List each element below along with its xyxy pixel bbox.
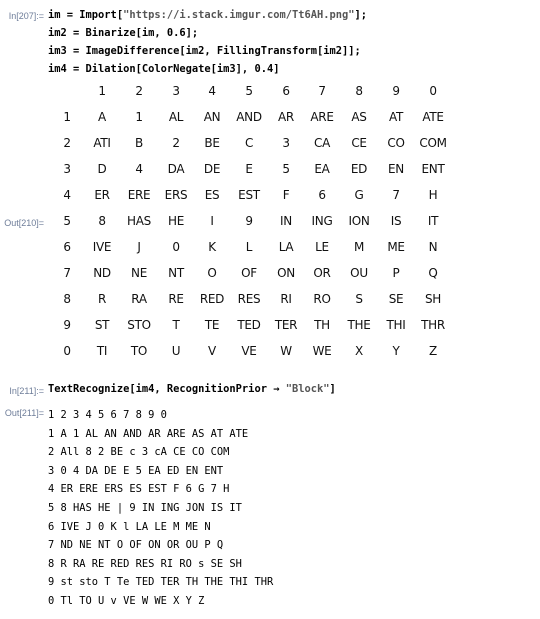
output-text-line: 7 ND NE NT O OF ON OR OU P Q — [48, 539, 224, 552]
grid-cell: 4 — [135, 162, 143, 176]
grid-cell: VE — [241, 344, 257, 358]
grid-cell: W — [280, 344, 292, 358]
grid-cell: ION — [348, 214, 370, 228]
grid-cell: LE — [315, 240, 329, 254]
grid-header-0: 0 — [429, 84, 437, 98]
grid-cell: 1 — [135, 110, 143, 124]
grid-cell: THE — [347, 318, 371, 332]
grid-header-9: 9 — [392, 84, 400, 98]
grid-cell: Q — [428, 266, 438, 280]
grid-row-label: 7 — [63, 266, 71, 280]
grid-cell: A — [98, 110, 106, 124]
input-label-207: In[207]:= — [8, 11, 44, 21]
grid-cell: IVE — [92, 240, 112, 254]
output-text-line: 8 R RA RE RED RES RI RO s SE SH — [48, 557, 242, 570]
grid-cell: F — [282, 188, 290, 202]
grid-row-label: 5 — [63, 214, 71, 228]
grid-cell: ATI — [93, 136, 111, 150]
grid-cell: THR — [421, 318, 445, 332]
code-text: TextRecognize[im4, RecognitionPrior → — [48, 383, 286, 395]
grid-cell: ES — [204, 188, 220, 202]
grid-cell: ERE — [127, 188, 151, 202]
code-line-2[interactable]: im2 = Binarize[im, 0.6]; — [48, 27, 199, 39]
grid-cell: CA — [314, 136, 330, 150]
grid-row-label: 6 — [63, 240, 71, 254]
grid-cell: DA — [167, 162, 185, 176]
grid-cell: TH — [314, 318, 330, 332]
grid-cell: CO — [387, 136, 405, 150]
grid-cell: P — [392, 266, 400, 280]
code-text: ] — [329, 383, 336, 395]
grid-row-label: 9 — [63, 318, 71, 332]
recognized-text-output[interactable] — [48, 406, 273, 611]
grid-cell: N — [428, 240, 438, 254]
code-string: "https://i.stack.imgur.com/Tt6AH.png" — [123, 9, 355, 21]
grid-row-label: 0 — [63, 344, 71, 358]
output-text-line: 6 IVE J 0 K l LA LE M ME N — [48, 520, 211, 533]
grid-cell: AT — [388, 110, 404, 124]
grid-row-label: 1 — [63, 110, 71, 124]
grid-cell: AND — [236, 110, 262, 124]
code-string: "Block" — [285, 383, 330, 395]
grid-cell: Y — [392, 344, 400, 358]
grid-cell: J — [137, 240, 141, 254]
grid-header-3: 3 — [172, 84, 180, 98]
grid-cell: IS — [390, 214, 402, 228]
grid-cell: M — [353, 240, 365, 254]
grid-cell: B — [135, 136, 143, 150]
output-text-line: 9 st sto T Te TED TER TH THE THI THR — [48, 576, 274, 589]
grid-cell: EN — [388, 162, 404, 176]
grid-cell: E — [245, 162, 253, 176]
grid-header-2: 2 — [135, 84, 143, 98]
grid-cell: ND — [93, 266, 111, 280]
grid-cell: SE — [388, 292, 404, 306]
grid-cell: TER — [274, 318, 298, 332]
grid-cell: V — [208, 344, 216, 358]
output-label-211: Out[211]= — [4, 408, 44, 418]
grid-header-7: 7 — [318, 84, 326, 98]
grid-row-label: 4 — [63, 188, 71, 202]
grid-cell: Z — [429, 344, 437, 358]
grid-cell: DE — [203, 162, 221, 176]
grid-cell: 3 — [282, 136, 290, 150]
grid-cell: ST — [94, 318, 110, 332]
grid-cell: AR — [278, 110, 294, 124]
grid-cell: 0 — [172, 240, 180, 254]
code-line-textrecognize[interactable] — [48, 383, 336, 395]
grid-cell: NE — [131, 266, 147, 280]
grid-cell: O — [207, 266, 217, 280]
grid-cell: TO — [130, 344, 148, 358]
output-text-line: 1 2 3 4 5 6 7 8 9 0 — [48, 409, 167, 421]
grid-cell: H — [428, 188, 438, 202]
grid-header-1: 1 — [98, 84, 106, 98]
grid-cell: CE — [351, 136, 367, 150]
grid-cell: HE — [167, 214, 185, 228]
grid-cell: RED — [199, 292, 225, 306]
grid-cell: ATE — [422, 110, 444, 124]
grid-cell: EA — [314, 162, 330, 176]
grid-cell: NT — [168, 266, 184, 280]
grid-cell: TED — [237, 318, 261, 332]
grid-cell: TE — [204, 318, 220, 332]
grid-cell: ME — [387, 240, 405, 254]
grid-cell: ER — [94, 188, 110, 202]
code-line-1[interactable] — [48, 9, 367, 21]
code-line-3[interactable]: im3 = ImageDifference[im2, FillingTransform[im2]]; — [48, 45, 361, 57]
grid-cell: TI — [96, 344, 108, 358]
grid-cell: WE — [312, 344, 332, 358]
grid-cell: X — [355, 344, 363, 358]
grid-cell: RE — [168, 292, 184, 306]
grid-cell: COM — [419, 136, 447, 150]
grid-row-label: 3 — [63, 162, 71, 176]
grid-cell: AN — [203, 110, 221, 124]
grid-cell: 9 — [245, 214, 253, 228]
grid-cell: 8 — [98, 214, 106, 228]
grid-cell: S — [355, 292, 363, 306]
output-text-line: 3 0 4 DA DE E 5 EA ED EN ENT — [48, 464, 224, 477]
grid-header-8: 8 — [355, 84, 363, 98]
grid-cell: I — [210, 214, 214, 228]
grid-cell: RES — [237, 292, 261, 306]
grid-cell: D — [97, 162, 107, 176]
grid-cell: C — [244, 136, 254, 150]
grid-cell: 5 — [282, 162, 290, 176]
grid-cell: RO — [313, 292, 331, 306]
grid-cell: 6 — [318, 188, 326, 202]
grid-cell: OU — [350, 266, 368, 280]
output-text-line: 4 ER ERE ERS ES EST F 6 G 7 H — [48, 483, 230, 496]
output-text-line: 5 8 HAS HE | 9 IN ING JON IS IT — [48, 501, 242, 514]
input-label-211: In[211]:= — [9, 386, 44, 396]
grid-cell: OF — [241, 266, 257, 280]
code-text: ]; — [354, 9, 368, 21]
grid-cell: K — [208, 240, 216, 254]
grid-header-6: 6 — [282, 84, 290, 98]
code-text: im = Import[ — [48, 9, 124, 21]
grid-header-4: 4 — [208, 84, 216, 98]
output-text-line: 0 Tl TO U v VE W WE X Y Z — [48, 594, 205, 607]
grid-cell: IT — [427, 214, 439, 228]
grid-cell: ON — [277, 266, 295, 280]
grid-cell: G — [354, 188, 364, 202]
grid-cell: ARE — [310, 110, 334, 124]
grid-cell: HAS — [127, 214, 151, 228]
grid-cell: LA — [278, 240, 294, 254]
grid-header-5: 5 — [245, 84, 253, 98]
grid-cell: RA — [131, 292, 147, 306]
grid-cell: T — [172, 318, 180, 332]
grid-cell: ED — [350, 162, 368, 176]
grid-cell: ENT — [421, 162, 445, 176]
grid-row-label: 8 — [63, 292, 71, 306]
grid-cell: 7 — [392, 188, 400, 202]
grid-cell: SH — [424, 292, 442, 306]
grid-cell: EST — [238, 188, 260, 202]
output-text-line: 1 A 1 AL AN AND AR ARE AS AT ATE — [48, 427, 249, 440]
grid-cell: 2 — [172, 136, 180, 150]
grid-cell: AS — [351, 110, 367, 124]
grid-cell: AL — [168, 110, 184, 124]
grid-cell: R — [97, 292, 107, 306]
output-text-line: 2 All 8 2 BE c 3 cA CE CO COM — [48, 446, 230, 459]
grid-row-label: 2 — [63, 136, 71, 150]
grid-cell: STO — [127, 318, 151, 332]
output-image-grid[interactable] — [52, 84, 472, 368]
code-line-4[interactable]: im4 = Dilation[ColorNegate[im3], 0.4] — [48, 63, 280, 75]
grid-cell: OR — [313, 266, 331, 280]
grid-cell: THI — [386, 318, 406, 332]
grid-cell: U — [171, 344, 181, 358]
grid-cell: L — [245, 240, 253, 254]
output-label-210: Out[210]= — [4, 218, 44, 228]
grid-cell: BE — [204, 136, 220, 150]
grid-cell: ERS — [164, 188, 188, 202]
grid-cell: IN — [280, 214, 292, 228]
grid-cell: RI — [280, 292, 292, 306]
grid-cell: ING — [311, 214, 333, 228]
